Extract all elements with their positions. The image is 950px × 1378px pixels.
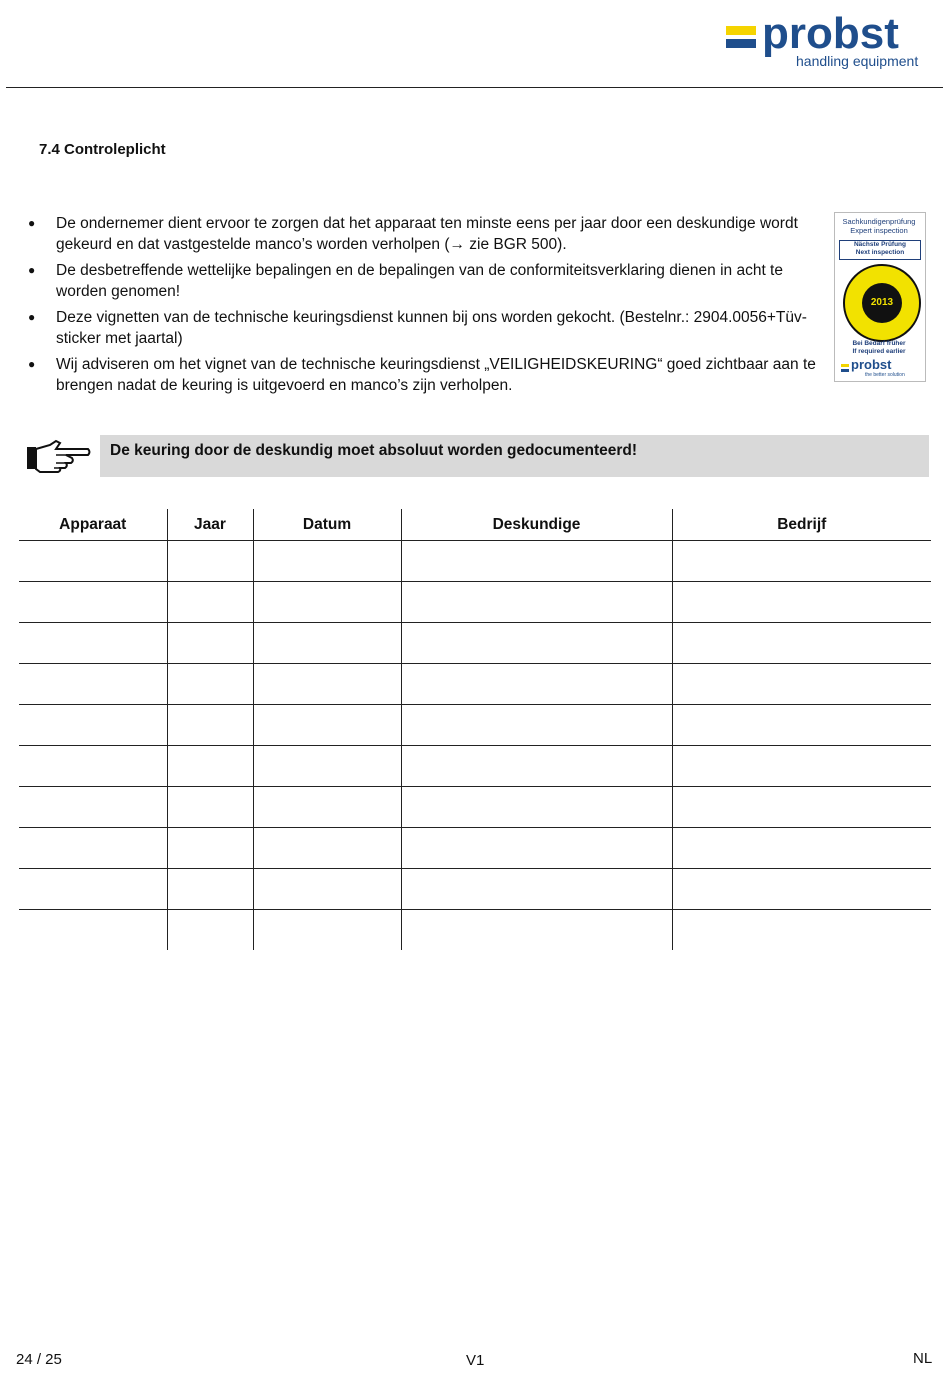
bullet-text: De ondernemer dient ervoor te zorgen dat het apparaat ten minste eens per jaar door een deskundige wordt gekeurd en dat vastgestelde manco’s worden verholpen (→ zie BGR 500). — [56, 215, 798, 253]
table-cell-datum[interactable] — [253, 664, 401, 705]
column-header-apparaat: Apparaat — [19, 509, 167, 541]
table-cell-deskundige[interactable] — [401, 910, 672, 951]
table-cell-deskundige[interactable] — [401, 664, 672, 705]
table-cell-deskundige[interactable] — [401, 623, 672, 664]
table-cell-jaar[interactable] — [167, 828, 253, 869]
header-divider — [6, 87, 943, 88]
inspection-sticker — [834, 212, 926, 382]
note-text: De keuring door de deskundig moet absoluut worden gedocumenteerd! — [110, 442, 638, 459]
table-cell-bedrijf[interactable] — [672, 541, 931, 582]
table-cell-bedrijf[interactable] — [672, 623, 931, 664]
table-cell-jaar[interactable] — [167, 623, 253, 664]
table-cell-datum[interactable] — [253, 787, 401, 828]
table-row — [19, 664, 931, 705]
sticker-logo-yellow-bar — [841, 364, 849, 367]
sticker-month-ring — [843, 264, 921, 342]
table-cell-datum[interactable] — [253, 910, 401, 951]
list-item — [28, 354, 818, 396]
table-cell-jaar[interactable] — [167, 746, 253, 787]
column-header-deskundige: Deskundige — [401, 509, 672, 541]
column-header-jaar: Jaar — [167, 509, 253, 541]
table-cell-deskundige[interactable] — [401, 541, 672, 582]
pointing-hand-icon — [26, 437, 92, 475]
table-cell-datum[interactable] — [253, 623, 401, 664]
table-cell-datum[interactable] — [253, 541, 401, 582]
table-cell-datum[interactable] — [253, 869, 401, 910]
table-cell-jaar[interactable] — [167, 541, 253, 582]
bullet-icon: ● — [28, 310, 36, 324]
table-row — [19, 623, 931, 664]
bullet-text: Deze vignetten van de technische keuringsdienst kunnen bij ons worden gekocht. (Bestelnr.: 2904.0056+Tüv-sticker met jaartal) — [56, 309, 807, 347]
table-cell-apparaat[interactable] — [19, 910, 167, 951]
sticker-logo-blue-bar — [841, 369, 849, 372]
table-cell-bedrijf[interactable] — [672, 910, 931, 951]
table-header-row — [19, 509, 931, 541]
sticker-next-box — [839, 240, 921, 260]
bullet-text: De desbetreffende wettelijke bepalingen en de bepalingen van de conformiteitsverklaring dienen in acht te worden genomen! — [56, 262, 783, 300]
inspection-log-table — [19, 509, 931, 950]
table-cell-bedrijf[interactable] — [672, 746, 931, 787]
table-cell-datum[interactable] — [253, 828, 401, 869]
table-row — [19, 910, 931, 951]
table-cell-apparaat[interactable] — [19, 705, 167, 746]
table-cell-deskundige[interactable] — [401, 582, 672, 623]
bullet-icon: ● — [28, 263, 36, 277]
column-header-datum: Datum — [253, 509, 401, 541]
bullet-text: Wij adviseren om het vignet van de technische keuringsdienst „VEILIGHEIDSKEURING“ goed zichtbaar aan te brengen nadat de keuring is uitgevoerd en manco’s zijn verholpen. — [56, 356, 816, 394]
table-cell-datum[interactable] — [253, 746, 401, 787]
table-row — [19, 705, 931, 746]
sticker-line6: If required earlier — [852, 348, 906, 355]
table-row — [19, 787, 931, 828]
sticker-line4: Next inspection — [855, 249, 905, 256]
table-cell-jaar[interactable] — [167, 787, 253, 828]
sticker-line3: Nächste Prüfung — [853, 241, 906, 248]
table-cell-deskundige[interactable] — [401, 828, 672, 869]
table-row — [19, 828, 931, 869]
table-cell-apparaat[interactable] — [19, 582, 167, 623]
table-cell-deskundige[interactable] — [401, 787, 672, 828]
table-cell-bedrijf[interactable] — [672, 828, 931, 869]
table-row — [19, 582, 931, 623]
table-cell-deskundige[interactable] — [401, 746, 672, 787]
table-cell-apparaat[interactable] — [19, 623, 167, 664]
page-number: 24 / 25 — [16, 1351, 62, 1368]
table-cell-deskundige[interactable] — [401, 869, 672, 910]
sticker-line5: Bei Bedarf früher — [852, 340, 906, 347]
table-cell-apparaat[interactable] — [19, 787, 167, 828]
table-cell-jaar[interactable] — [167, 582, 253, 623]
table-body — [19, 541, 931, 951]
table-cell-jaar[interactable] — [167, 910, 253, 951]
sticker-line1: Sachkundigenprüfung — [842, 217, 916, 226]
table-cell-jaar[interactable] — [167, 705, 253, 746]
table-cell-bedrijf[interactable] — [672, 664, 931, 705]
table-cell-apparaat[interactable] — [19, 828, 167, 869]
table-cell-bedrijf[interactable] — [672, 582, 931, 623]
bullet-icon: ● — [28, 357, 36, 371]
table-row — [19, 869, 931, 910]
table-cell-datum[interactable] — [253, 705, 401, 746]
table-cell-jaar[interactable] — [167, 869, 253, 910]
probst-logo — [726, 9, 934, 74]
table-cell-apparaat[interactable] — [19, 664, 167, 705]
bullet-list — [28, 213, 818, 401]
documentation-note — [100, 435, 929, 477]
sticker-brand: probst — [851, 357, 892, 372]
list-item — [28, 307, 818, 349]
table-cell-bedrijf[interactable] — [672, 787, 931, 828]
logo-yellow-bar — [726, 26, 756, 35]
table-cell-bedrijf[interactable] — [672, 705, 931, 746]
sticker-line2: Expert inspection — [850, 226, 908, 235]
document-language: NL — [913, 1350, 933, 1367]
logo-tagline: handling equipment — [796, 53, 919, 69]
bullet-icon: ● — [28, 216, 36, 230]
table-cell-bedrijf[interactable] — [672, 869, 931, 910]
table-cell-apparaat[interactable] — [19, 869, 167, 910]
table-cell-apparaat[interactable] — [19, 746, 167, 787]
document-version: V1 — [466, 1352, 485, 1369]
sticker-slogan: the better solution — [865, 372, 905, 378]
list-item — [28, 213, 818, 255]
section-title: 7.4 Controleplicht — [39, 141, 166, 158]
sticker-heading — [839, 217, 919, 235]
table-cell-deskundige[interactable] — [401, 705, 672, 746]
logo-blue-bar — [726, 39, 756, 48]
column-header-bedrijf: Bedrijf — [672, 509, 931, 541]
sticker-earlier — [839, 340, 919, 356]
table-row — [19, 541, 931, 582]
table-cell-datum[interactable] — [253, 582, 401, 623]
sticker-year: 2013 — [862, 283, 902, 323]
table-cell-apparaat[interactable] — [19, 541, 167, 582]
list-item — [28, 260, 818, 302]
table-row — [19, 746, 931, 787]
table-cell-jaar[interactable] — [167, 664, 253, 705]
logo-brand-text: probst — [762, 9, 899, 58]
